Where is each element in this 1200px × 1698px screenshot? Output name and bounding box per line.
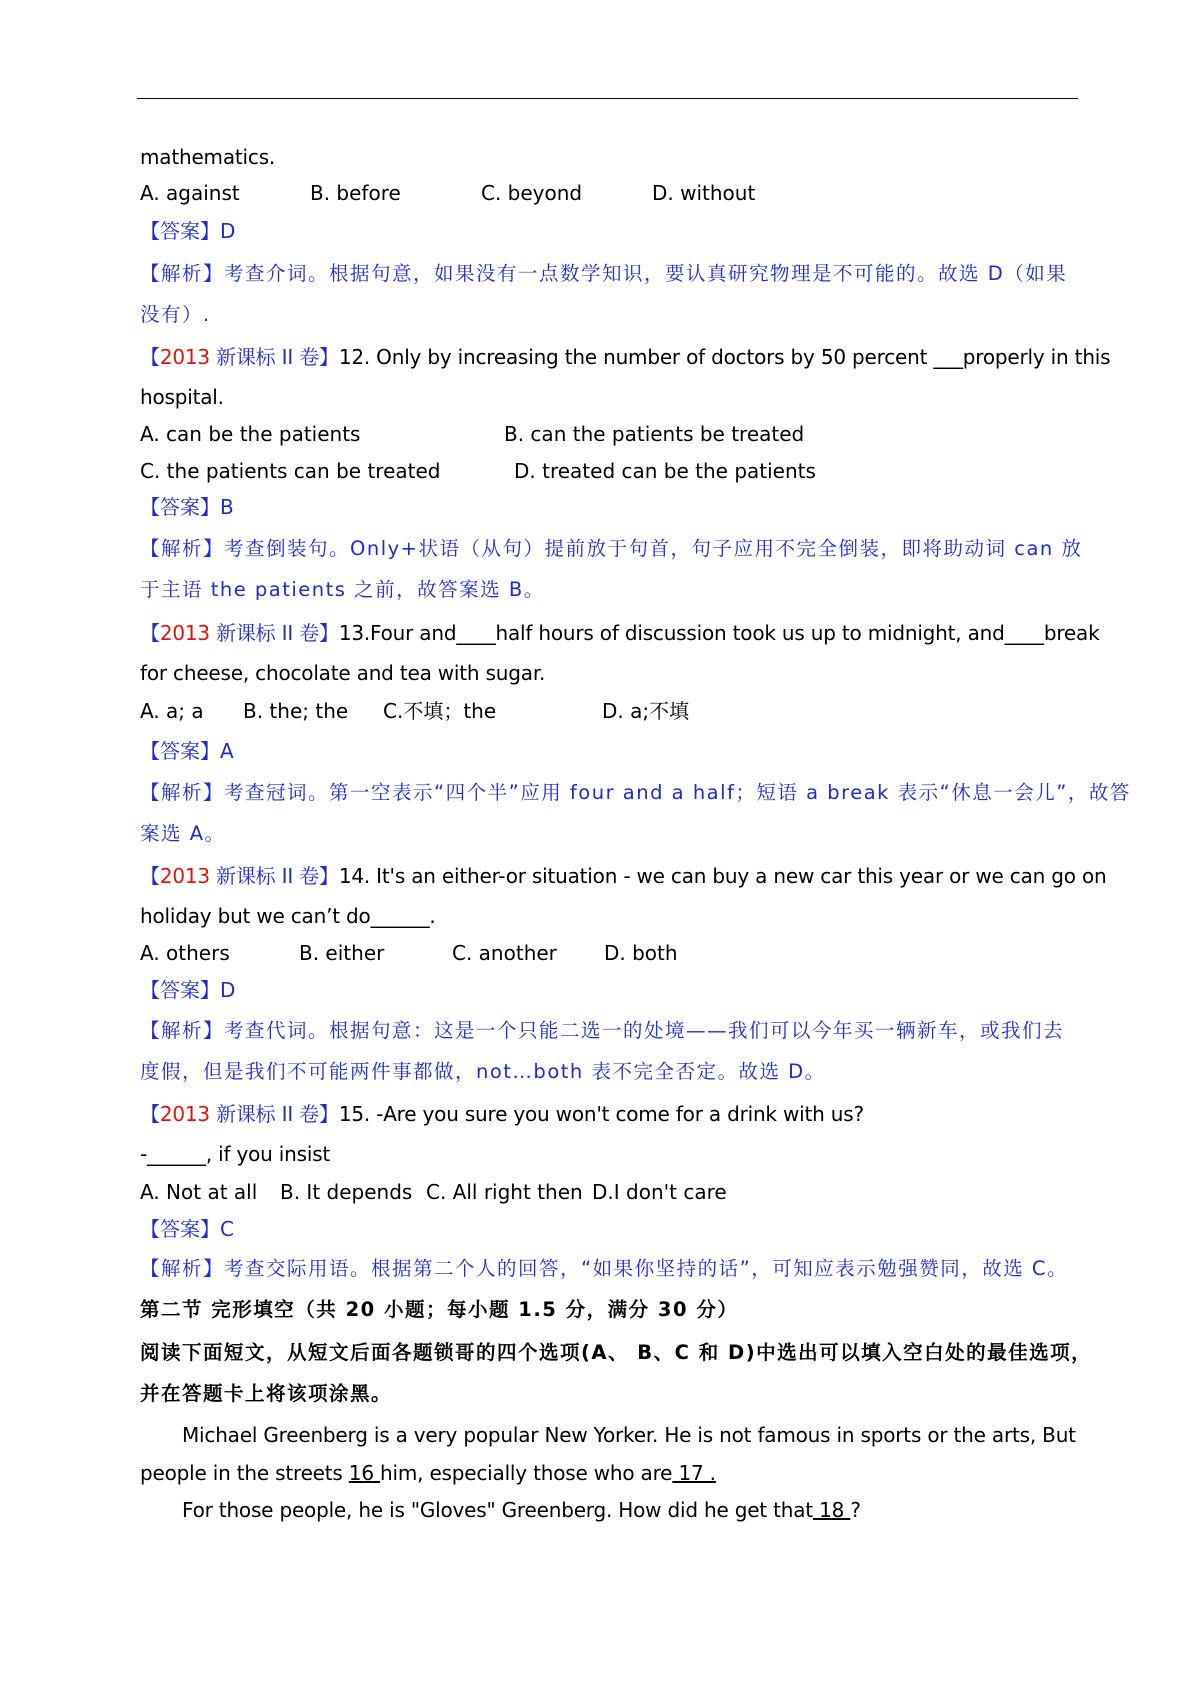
q15-option-c: C. All right then bbox=[426, 1180, 583, 1204]
q13-option-d: D. a;不填 bbox=[602, 699, 690, 723]
q13-option-c: C.不填；the bbox=[383, 699, 497, 723]
q11-analysis-line1: 【解析】考查介词。根据句意，如果没有一点数学知识，要认真研究物理是不可能的。故选 D（如果 bbox=[140, 262, 1068, 285]
q15-stem-line1: 【2013 新课标 II 卷】15. -Are you sure you won't come for a drink with us? bbox=[140, 1102, 864, 1126]
q15-analysis-line1: 【解析】考查交际用语。根据第二个人的回答，“如果你坚持的话”，可知应表示勉强赞同，故选 C。 bbox=[140, 1257, 1069, 1280]
header-rule bbox=[137, 98, 1078, 99]
q12-stem-line1: 【2013 新课标 II 卷】12. Only by increasing the number of doctors by 50 percent ___properly in this bbox=[140, 345, 1111, 369]
q12-option-a: A. can be the patients bbox=[140, 422, 361, 446]
q12-analysis-line2: 于主语 the patients 之前，故答案选 B。 bbox=[140, 578, 545, 601]
q11-option-c: C. beyond bbox=[481, 181, 583, 205]
q15-answer: 【答案】C bbox=[140, 1217, 234, 1241]
q14-stem-line2: holiday but we can’t do______. bbox=[140, 904, 436, 928]
q14-stem-line1: 【2013 新课标 II 卷】14. It's an either-or situation - we can buy a new car this year or we can go on bbox=[140, 864, 1107, 888]
blank-18: 18 bbox=[812, 1498, 851, 1522]
q11-option-d: D. without bbox=[652, 181, 756, 205]
blank-17: 17 . bbox=[672, 1461, 716, 1485]
q14-option-c: C. another bbox=[452, 941, 557, 965]
q15-option-d: D.I don't care bbox=[592, 1180, 727, 1204]
q11-answer: 【答案】D bbox=[140, 219, 236, 243]
passage-p1-line1: Michael Greenberg is a very popular New Yorker. He is not famous in sports or the arts, But bbox=[182, 1423, 1076, 1447]
q11-stem-tail: mathematics. bbox=[140, 145, 276, 169]
section-instruction-line2: 并在答题卡上将该项涂黑。 bbox=[140, 1382, 393, 1405]
q14-option-a: A. others bbox=[140, 941, 230, 965]
q13-stem-line2: for cheese, chocolate and tea with sugar. bbox=[140, 661, 546, 685]
q15-option-a: A. Not at all bbox=[140, 1180, 258, 1204]
q12-option-d: D. treated can be the patients bbox=[514, 459, 816, 483]
q14-analysis-line1: 【解析】考查代词。根据句意：这是一个只能二选一的处境——我们可以今年买一辆新车，或我们去 bbox=[140, 1019, 1065, 1042]
q13-answer: 【答案】A bbox=[140, 739, 234, 763]
q14-option-d: D. both bbox=[604, 941, 678, 965]
q11-option-a: A. against bbox=[140, 181, 240, 205]
q12-stem-line2: hospital. bbox=[140, 385, 224, 409]
passage-p2: For those people, he is "Gloves" Greenberg. How did he get that 18 ? bbox=[182, 1498, 861, 1522]
q12-analysis-line1: 【解析】考查倒装句。Only+状语（从句）提前放于句首，句子应用不完全倒装，即将助动词 can 放 bbox=[140, 537, 1083, 560]
q14-answer: 【答案】D bbox=[140, 978, 236, 1002]
q13-option-b: B. the; the bbox=[243, 699, 349, 723]
q13-analysis-line2: 案选 A。 bbox=[140, 822, 226, 845]
q13-analysis-line1: 【解析】考查冠词。第一空表示“四个半”应用 four and a half；短语 a break 表示“休息一会儿”，故答 bbox=[140, 781, 1131, 804]
blank-16: 16 bbox=[348, 1461, 381, 1485]
q14-option-b: B. either bbox=[299, 941, 385, 965]
q11-analysis-line2: 没有）. bbox=[140, 303, 211, 326]
section-heading: 第二节 完形填空（共 20 小题；每小题 1.5 分，满分 30 分） bbox=[140, 1298, 739, 1321]
q13-option-a: A. a; a bbox=[140, 699, 204, 723]
q13-stem-line1: 【2013 新课标 II 卷】13.Four and____half hours of discussion took us up to midnight, and____break bbox=[140, 621, 1100, 645]
q11-option-b: B. before bbox=[310, 181, 401, 205]
passage-p1-line2: people in the streets 16 him, especially those who are 17 . bbox=[140, 1461, 716, 1485]
q12-option-c: C. the patients can be treated bbox=[140, 459, 441, 483]
q15-option-b: B. It depends bbox=[280, 1180, 413, 1204]
q15-stem-line2: -______, if you insist bbox=[140, 1142, 331, 1166]
q14-analysis-line2: 度假，但是我们不可能两件事都做，not…both 表不完全否定。故选 D。 bbox=[140, 1060, 826, 1083]
q12-option-b: B. can the patients be treated bbox=[504, 422, 805, 446]
q12-answer: 【答案】B bbox=[140, 495, 234, 519]
section-instruction-line1: 阅读下面短文，从短文后面各题锁哥的四个选项(A、 B、C 和 D)中选出可以填入空白处的最佳选项， bbox=[140, 1341, 1093, 1364]
